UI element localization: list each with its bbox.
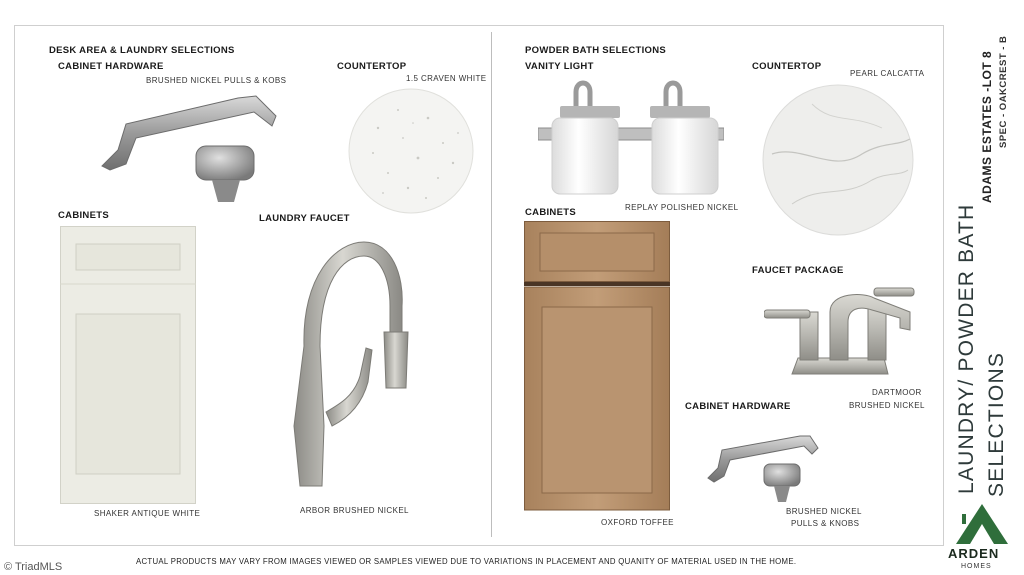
left-countertop-label: 1.5 CRAVEN WHITE	[406, 74, 487, 83]
watermark: © TriadMLS	[4, 561, 63, 573]
logo-sub: HOMES	[961, 563, 992, 570]
right-cabinets-label: OXFORD TOFFEE	[601, 518, 674, 527]
right-countertop-label: PEARL CALCATTA	[850, 69, 925, 78]
replay-vanity-light-image	[538, 76, 724, 198]
shaker-antique-white-cabinet-image	[60, 226, 196, 504]
dartmoor-faucet-image	[764, 282, 916, 384]
section-divider	[491, 32, 492, 537]
right-hardware-pull-knob-image	[704, 432, 820, 504]
oxford-toffee-cabinet-image	[524, 221, 670, 511]
vanity-light-header: VANITY LIGHT	[525, 61, 594, 72]
left-cabinets-label: SHAKER ANTIQUE WHITE	[94, 509, 201, 518]
laundry-faucet-label: ARBOR BRUSHED NICKEL	[300, 506, 409, 515]
faucet-package-label-line2: BRUSHED NICKEL	[849, 401, 925, 410]
right-section-title: POWDER BATH SELECTIONS	[525, 45, 667, 56]
faucet-package-header: FAUCET PACKAGE	[752, 265, 844, 276]
faucet-package-label-line1: DARTMOOR	[872, 388, 922, 397]
left-cabinets-header: CABINETS	[58, 210, 109, 221]
right-cabinet-hardware-label-line2: PULLS & KNOBS	[791, 519, 860, 528]
left-countertop-header: COUNTERTOP	[337, 61, 407, 72]
right-countertop-header: COUNTERTOP	[752, 61, 822, 72]
left-section-title: DESK AREA & LAUNDRY SELECTIONS	[49, 45, 235, 56]
craven-white-countertop-swatch	[348, 88, 474, 214]
project-address-line2: SPEC - OAKCREST - B	[998, 35, 1009, 148]
logo-name: ARDEN	[948, 546, 1000, 561]
pearl-calcatta-countertop-swatch	[762, 84, 914, 236]
arbor-laundry-faucet-image	[276, 236, 416, 496]
right-cabinet-hardware-header: CABINET HARDWARE	[685, 401, 791, 412]
left-hardware-pull-knob-image	[96, 88, 286, 208]
laundry-faucet-header: LAUNDRY FAUCET	[259, 213, 350, 224]
right-cabinets-header: CABINETS	[525, 207, 576, 218]
left-cabinet-hardware-header: CABINET HARDWARE	[58, 61, 164, 72]
vanity-light-label: REPLAY POLISHED NICKEL	[625, 203, 739, 212]
left-cabinet-hardware-label: BRUSHED NICKEL PULLS & KOBS	[146, 76, 287, 85]
disclaimer-footer: ACTUAL PRODUCTS MAY VARY FROM IMAGES VIEWED OR SAMPLES VIEWED DUE TO VARIATIONS IN PLACEMENT AND QUANITY OF MATERIAL USED IN THE HOME.	[136, 557, 797, 566]
arden-homes-logo-icon	[948, 500, 1018, 548]
board-title-line2: SELECTIONS	[985, 351, 1008, 497]
right-cabinet-hardware-label-line1: BRUSHED NICKEL	[786, 507, 862, 516]
board-title-line1: LAUNDRY/ POWDER BATH	[955, 203, 978, 494]
project-address-line1: ADAMS ESTATES -LOT 8	[980, 50, 994, 203]
